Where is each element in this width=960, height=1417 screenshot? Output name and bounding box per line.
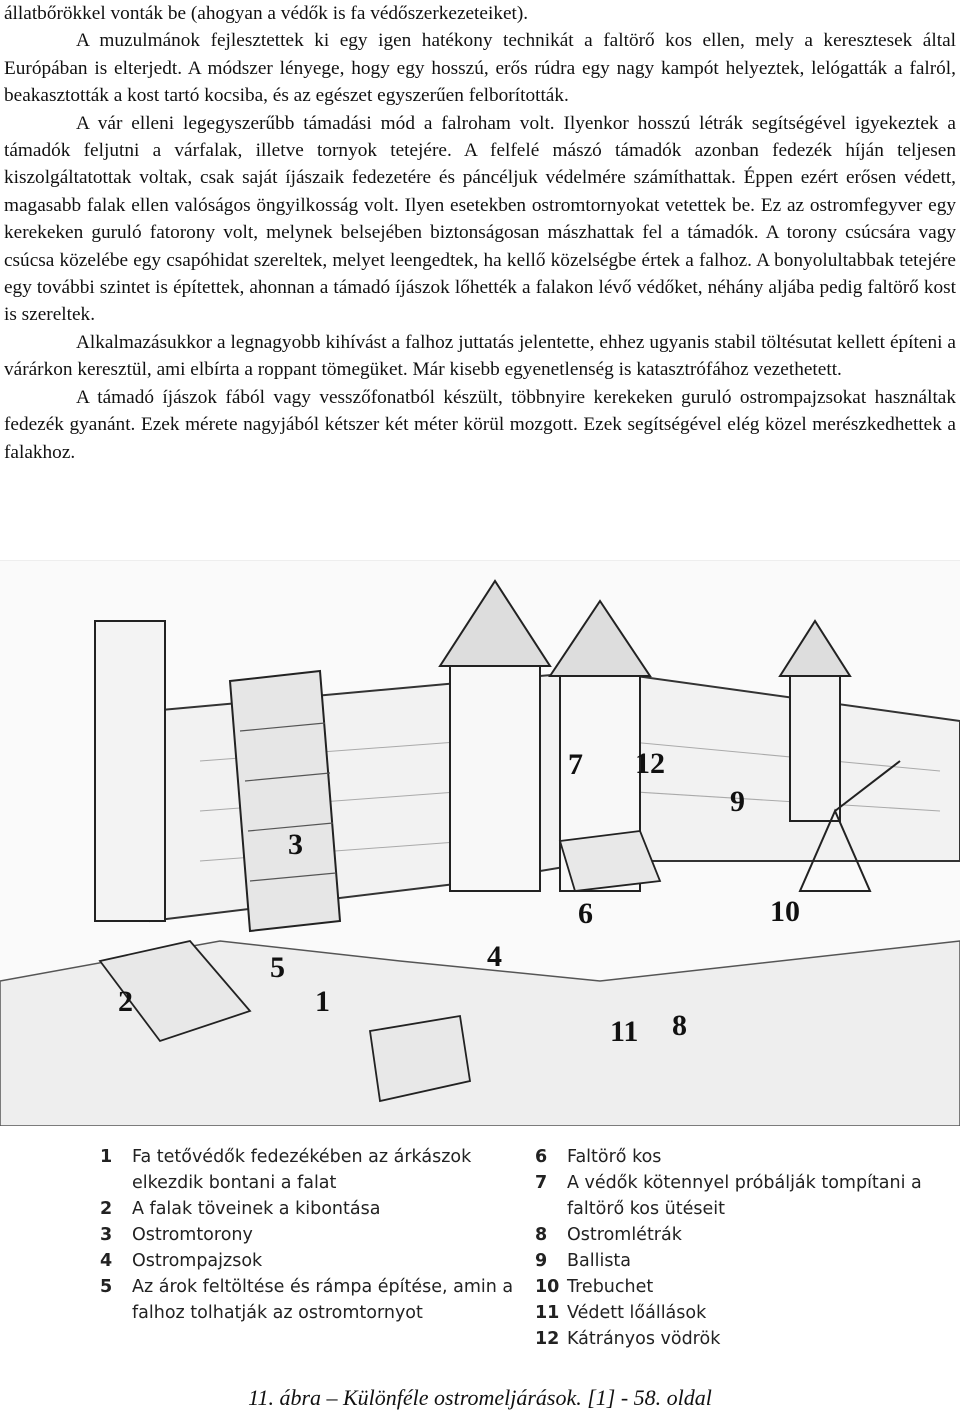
label-1: 1 [315,985,330,1018]
siege-drawing [0,561,960,1126]
label-12: 12 [635,747,665,780]
siege-illustration [0,560,960,1126]
label-3: 3 [288,828,303,861]
label-4: 4 [487,940,502,973]
label-11: 11 [610,1015,639,1048]
legend-column-right [535,1144,935,1352]
legend-item-11: 11 Védett lőállások [535,1303,707,1323]
label-8: 8 [672,1009,687,1042]
legend-item-5: 5 Az árok feltöltése és rámpa építése, amin a falhoz tolhatják az ostromtornyot [100,1277,514,1323]
legend-item-1: 1 Fa tetővédők fedezékében az árkászok elkezdik bontani a falat [100,1147,472,1193]
label-6: 6 [578,897,593,930]
legend-item-3: 3 Ostromtorony [100,1225,253,1245]
legend-item-9: 9 Ballista [535,1251,632,1271]
label-9: 9 [730,785,745,818]
legend-item-10: 10 Trebuchet [535,1277,654,1297]
label-10: 10 [770,895,800,928]
paragraph-4: Alkalmazásukkor a legnagyobb kihívást a falhoz juttatás jelentette, ehhez ugyanis stabil töltésutat kellett építeni a várárkon keresztül, ami elbírta a roppant tömegüket. Már kisebb egyenetlenség is katasztrófához vezethetett. [4,331,956,381]
body-text [4,0,956,466]
legend-column-left [100,1144,520,1326]
legend-item-2: 2 A falak töveinek a kibontása [100,1199,381,1219]
legend-item-6: 6 Faltörő kos [535,1147,662,1167]
paragraph-2: A muzulmánok fejlesztettek ki egy igen hatékony technikát a faltörő kos ellen, mely a keresztesek által Európában is elterjedt. A módszer lényege, hogy egy hosszú, erős rúdra egy nagy kampót helyeztek, lelógatták a falról, beakasztották a kost tartó kocsiba, és az egészet egyszerűen felborították. [4,30,956,107]
paragraph-1: állatbőrökkel vonták be (ahogyan a védők is fa védőszerkezeteiket). [4,3,529,24]
paragraph-3: A vár elleni legegyszerűbb támadási mód a falroham volt. Ilyenkor hosszú létrák segítségével igyekeztek a támadók feljutni a várfalak, illetve tornyok tetejére. A felfelé mászó támadók azonban fedezék híján teljesen kiszolgáltatottak voltak, csak saját íjászaik fedezetére és páncéljuk védelmére számíthattak. Éppen ezért erősen védett, magasabb falak ellen valóságos öngyilkosság volt. Ilyen esetekben ostromtornyokat vetettek be. Ez az ostromfegyver egy kerekeken guruló fatorony volt, melynek belsejében biztonságosan mászhattak fel a támadók. A torony csúcsára vagy csúcsa közelébe egy csapóhidat szereltek, melyet leengedtek, ha kellő közelségbe értek a falhoz. A bonyolultabbak tetejére egy további szintet is építettek, ahonnan a támadó íjászok lőhették a falakon lévő védőket, néhány aljába pedig faltörő kost is szereltek. [4,112,956,326]
label-5: 5 [270,951,285,984]
legend-item-12: 12 Kátrányos vödrök [535,1329,721,1349]
legend-item-4: 4 Ostrompajzsok [100,1251,263,1271]
legend-item-7: 7 A védők kötennyel próbálják tompítani a faltörő kos ütéseit [535,1173,922,1219]
legend-item-8: 8 Ostromlétrák [535,1225,682,1245]
label-7: 7 [568,748,583,781]
figure-caption: 11. ábra – Különféle ostromeljárások. [1] - 58. oldal [248,1385,712,1410]
paragraph-5: A támadó íjászok fából vagy vesszőfonatból készült, többnyire kerekeken guruló ostrompajzsokat használtak fedezék gyanánt. Ezek mérete nagyjából kétszer két méter körül mozgott. Ezek segítségével elég közel merészkedhettek a falakhoz. [4,386,956,463]
label-2: 2 [118,985,133,1018]
